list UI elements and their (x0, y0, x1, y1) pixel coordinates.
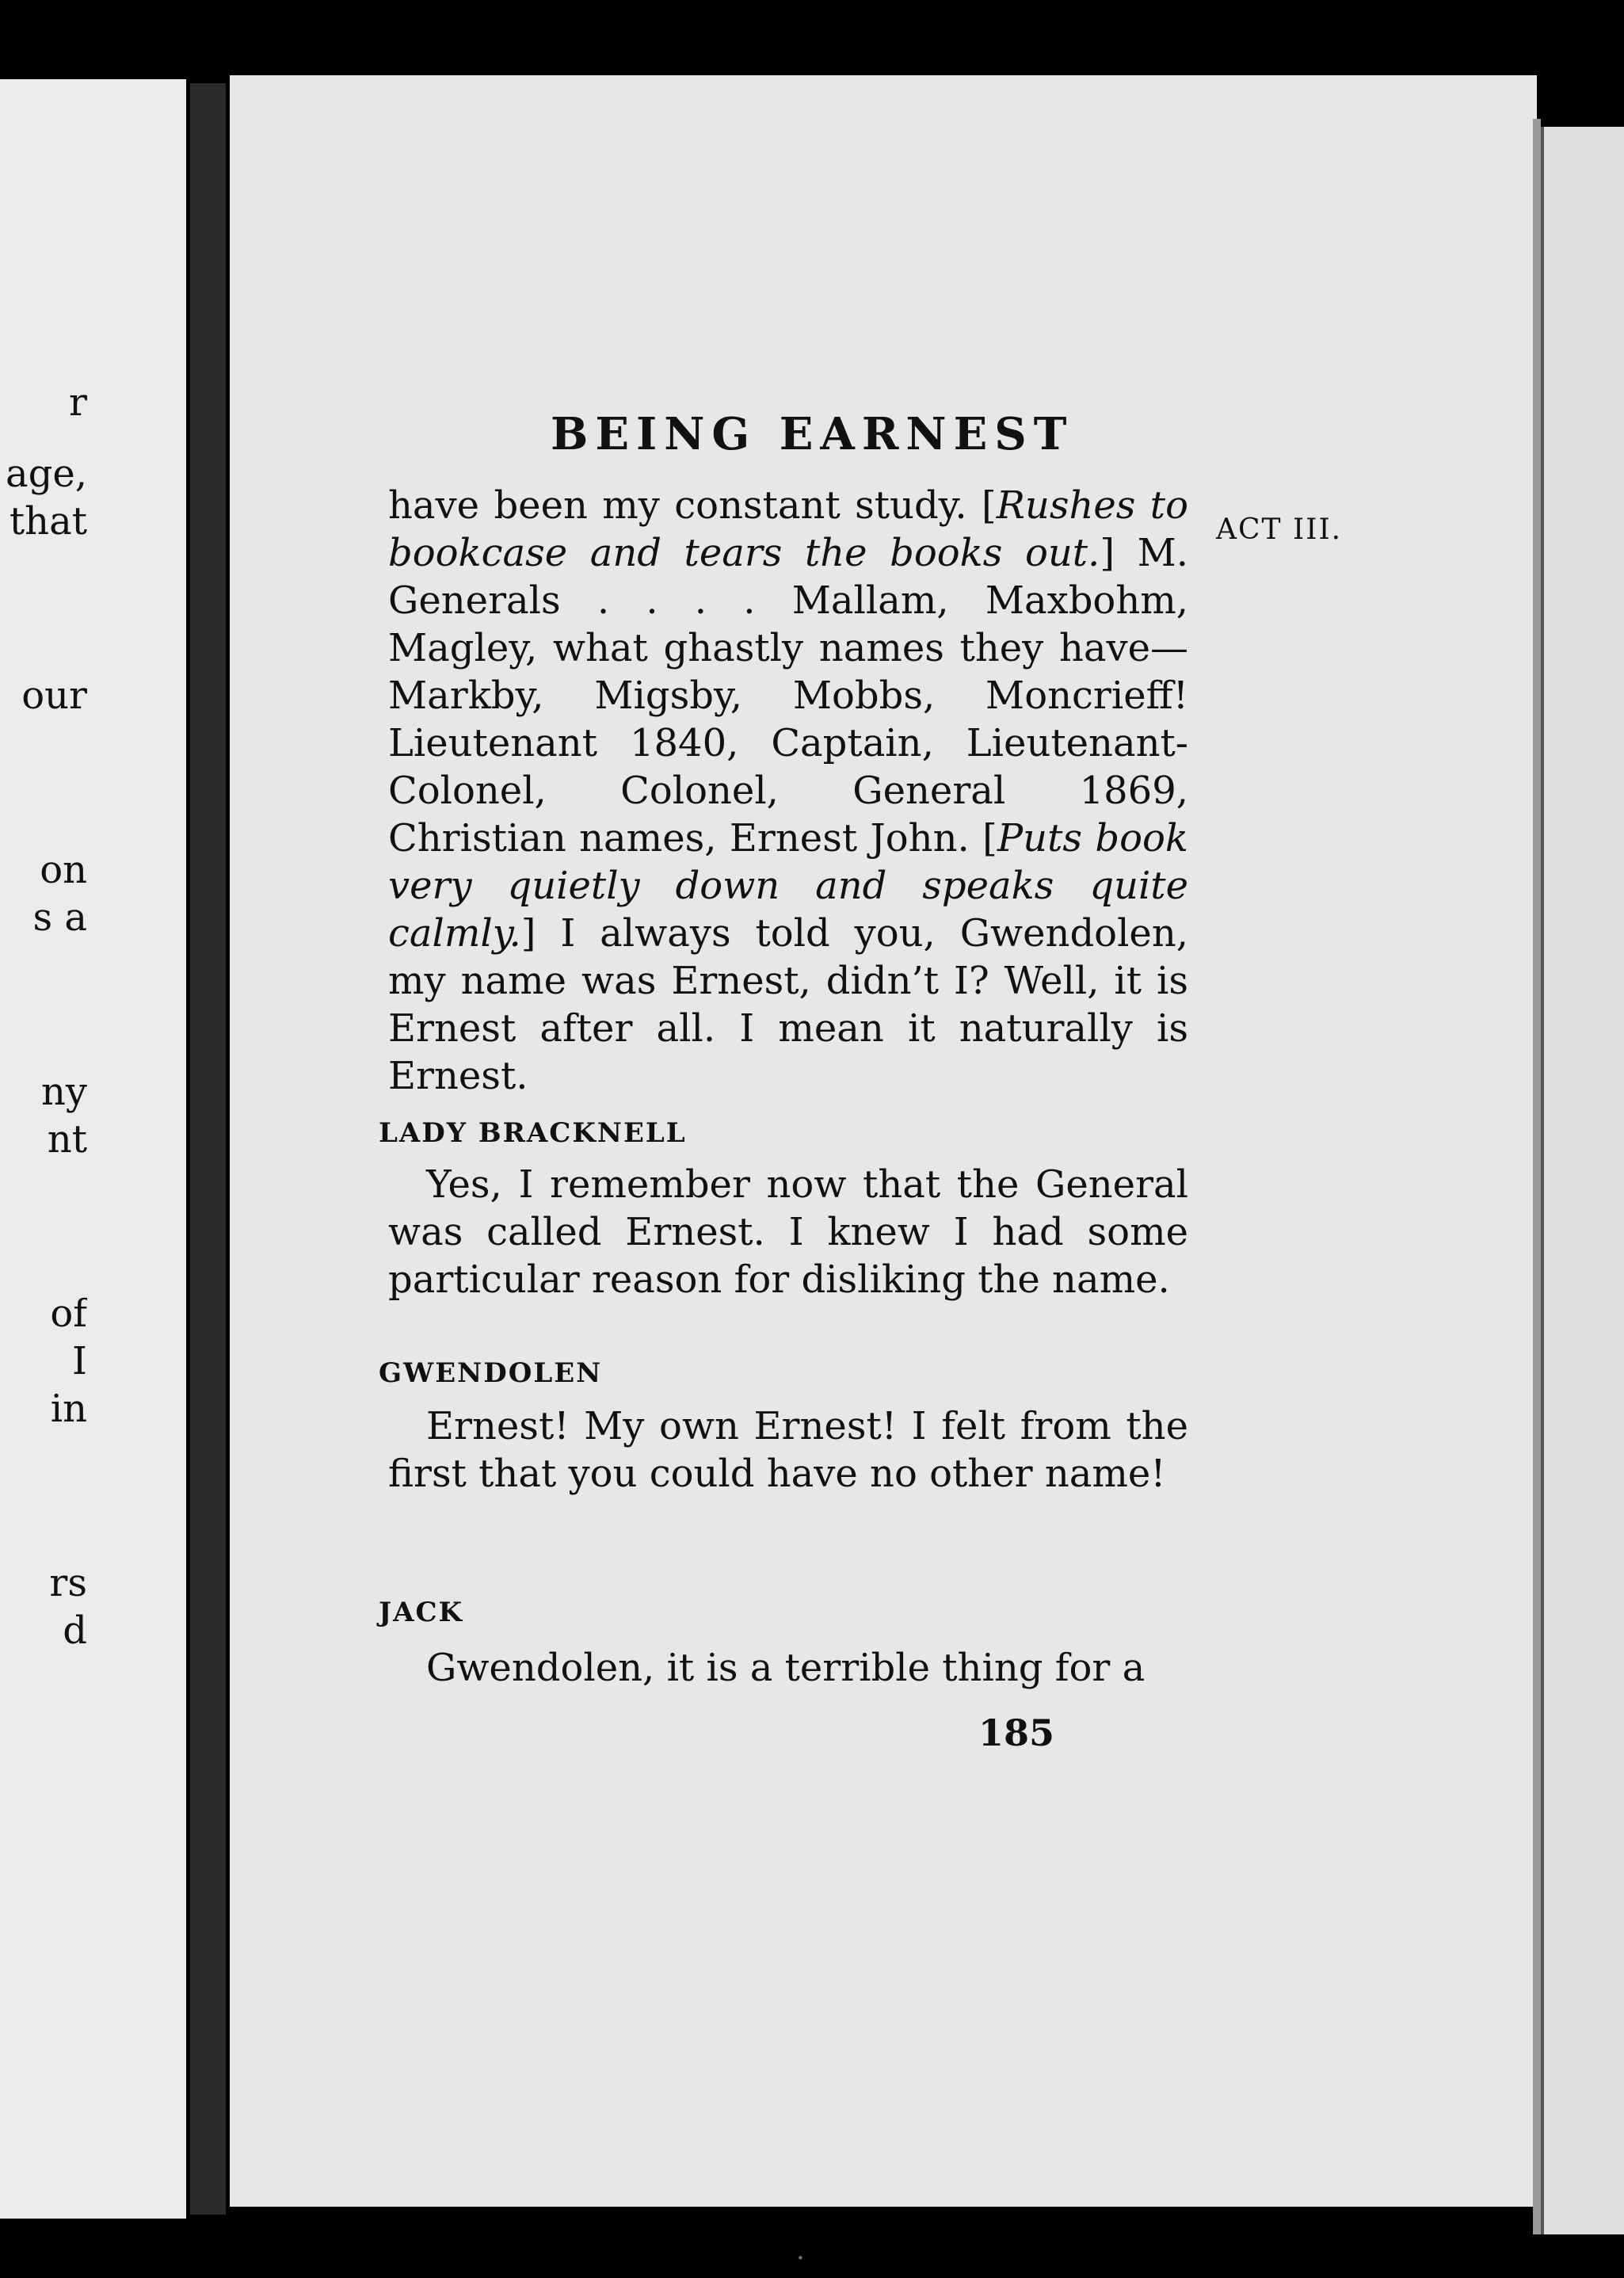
book-spine (190, 83, 226, 2215)
left-fragment: r (69, 380, 87, 425)
speech-text: Ernest! My own Ernest! I felt from the first that you could have no other name! (388, 1404, 1188, 1496)
speech-paragraph (388, 1161, 1188, 1303)
speech-paragraph (388, 482, 1188, 1100)
left-fragment: rs (49, 1561, 87, 1605)
stage-direction: Puts book very quietly down and speaks quite calmly. (388, 816, 1188, 956)
page-number: 185 (978, 1711, 1055, 1754)
scan-mark: · (796, 2242, 805, 2274)
stage-direction: Rushes to bookcase and tears the books out. (388, 483, 1188, 575)
left-fragment: ny (40, 1070, 87, 1114)
speech-text: ] I always told you, Gwendolen, my name was Ernest, didn’t I? Well, it is Ernest after all. I mean it naturally is Ernest. (388, 911, 1188, 1098)
speaker-name: GWENDOLEN (379, 1357, 603, 1389)
speech-text: Gwendolen, it is a terrible thing for a (426, 1646, 1146, 1690)
speaker-name: LADY BRACKNELL (379, 1117, 687, 1149)
page-edge-shadow (1533, 119, 1541, 2234)
running-head: BEING EARNEST (551, 408, 1074, 460)
left-fragment: nt (47, 1117, 87, 1162)
left-fragment: age, (5, 452, 87, 496)
left-fragment: of (50, 1292, 87, 1336)
left-facing-page (0, 79, 186, 2219)
left-fragment: on (40, 848, 87, 892)
speech-text: ] M. Generals . . . . Mallam, Maxbohm, Magley, what ghastly names they have—Markby, Migsby, Mobbs, Moncrieff! Lieutenant 1840, Captain, Lieutenant-Colonel, Colonel, General 1869, Christian names, Ernest John. [ (388, 531, 1189, 860)
left-fragment: our (21, 673, 87, 718)
left-fragment: d (63, 1608, 87, 1653)
left-fragment: I (72, 1339, 87, 1383)
right-page-edges (1541, 127, 1624, 2234)
speech-text: have been my constant study. [ (388, 483, 997, 528)
left-fragment: s a (32, 895, 87, 940)
left-fragment: that (9, 499, 87, 544)
left-fragment: in (50, 1387, 87, 1431)
speech-paragraph (388, 1402, 1188, 1498)
speech-paragraph (388, 1644, 1188, 1692)
act-marker: ACT III. (1216, 513, 1343, 546)
speaker-name: JACK (379, 1597, 464, 1628)
speech-text: Yes, I remember now that the General was called Ernest. I knew I had some particular reason for disliking the name. (388, 1162, 1188, 1302)
